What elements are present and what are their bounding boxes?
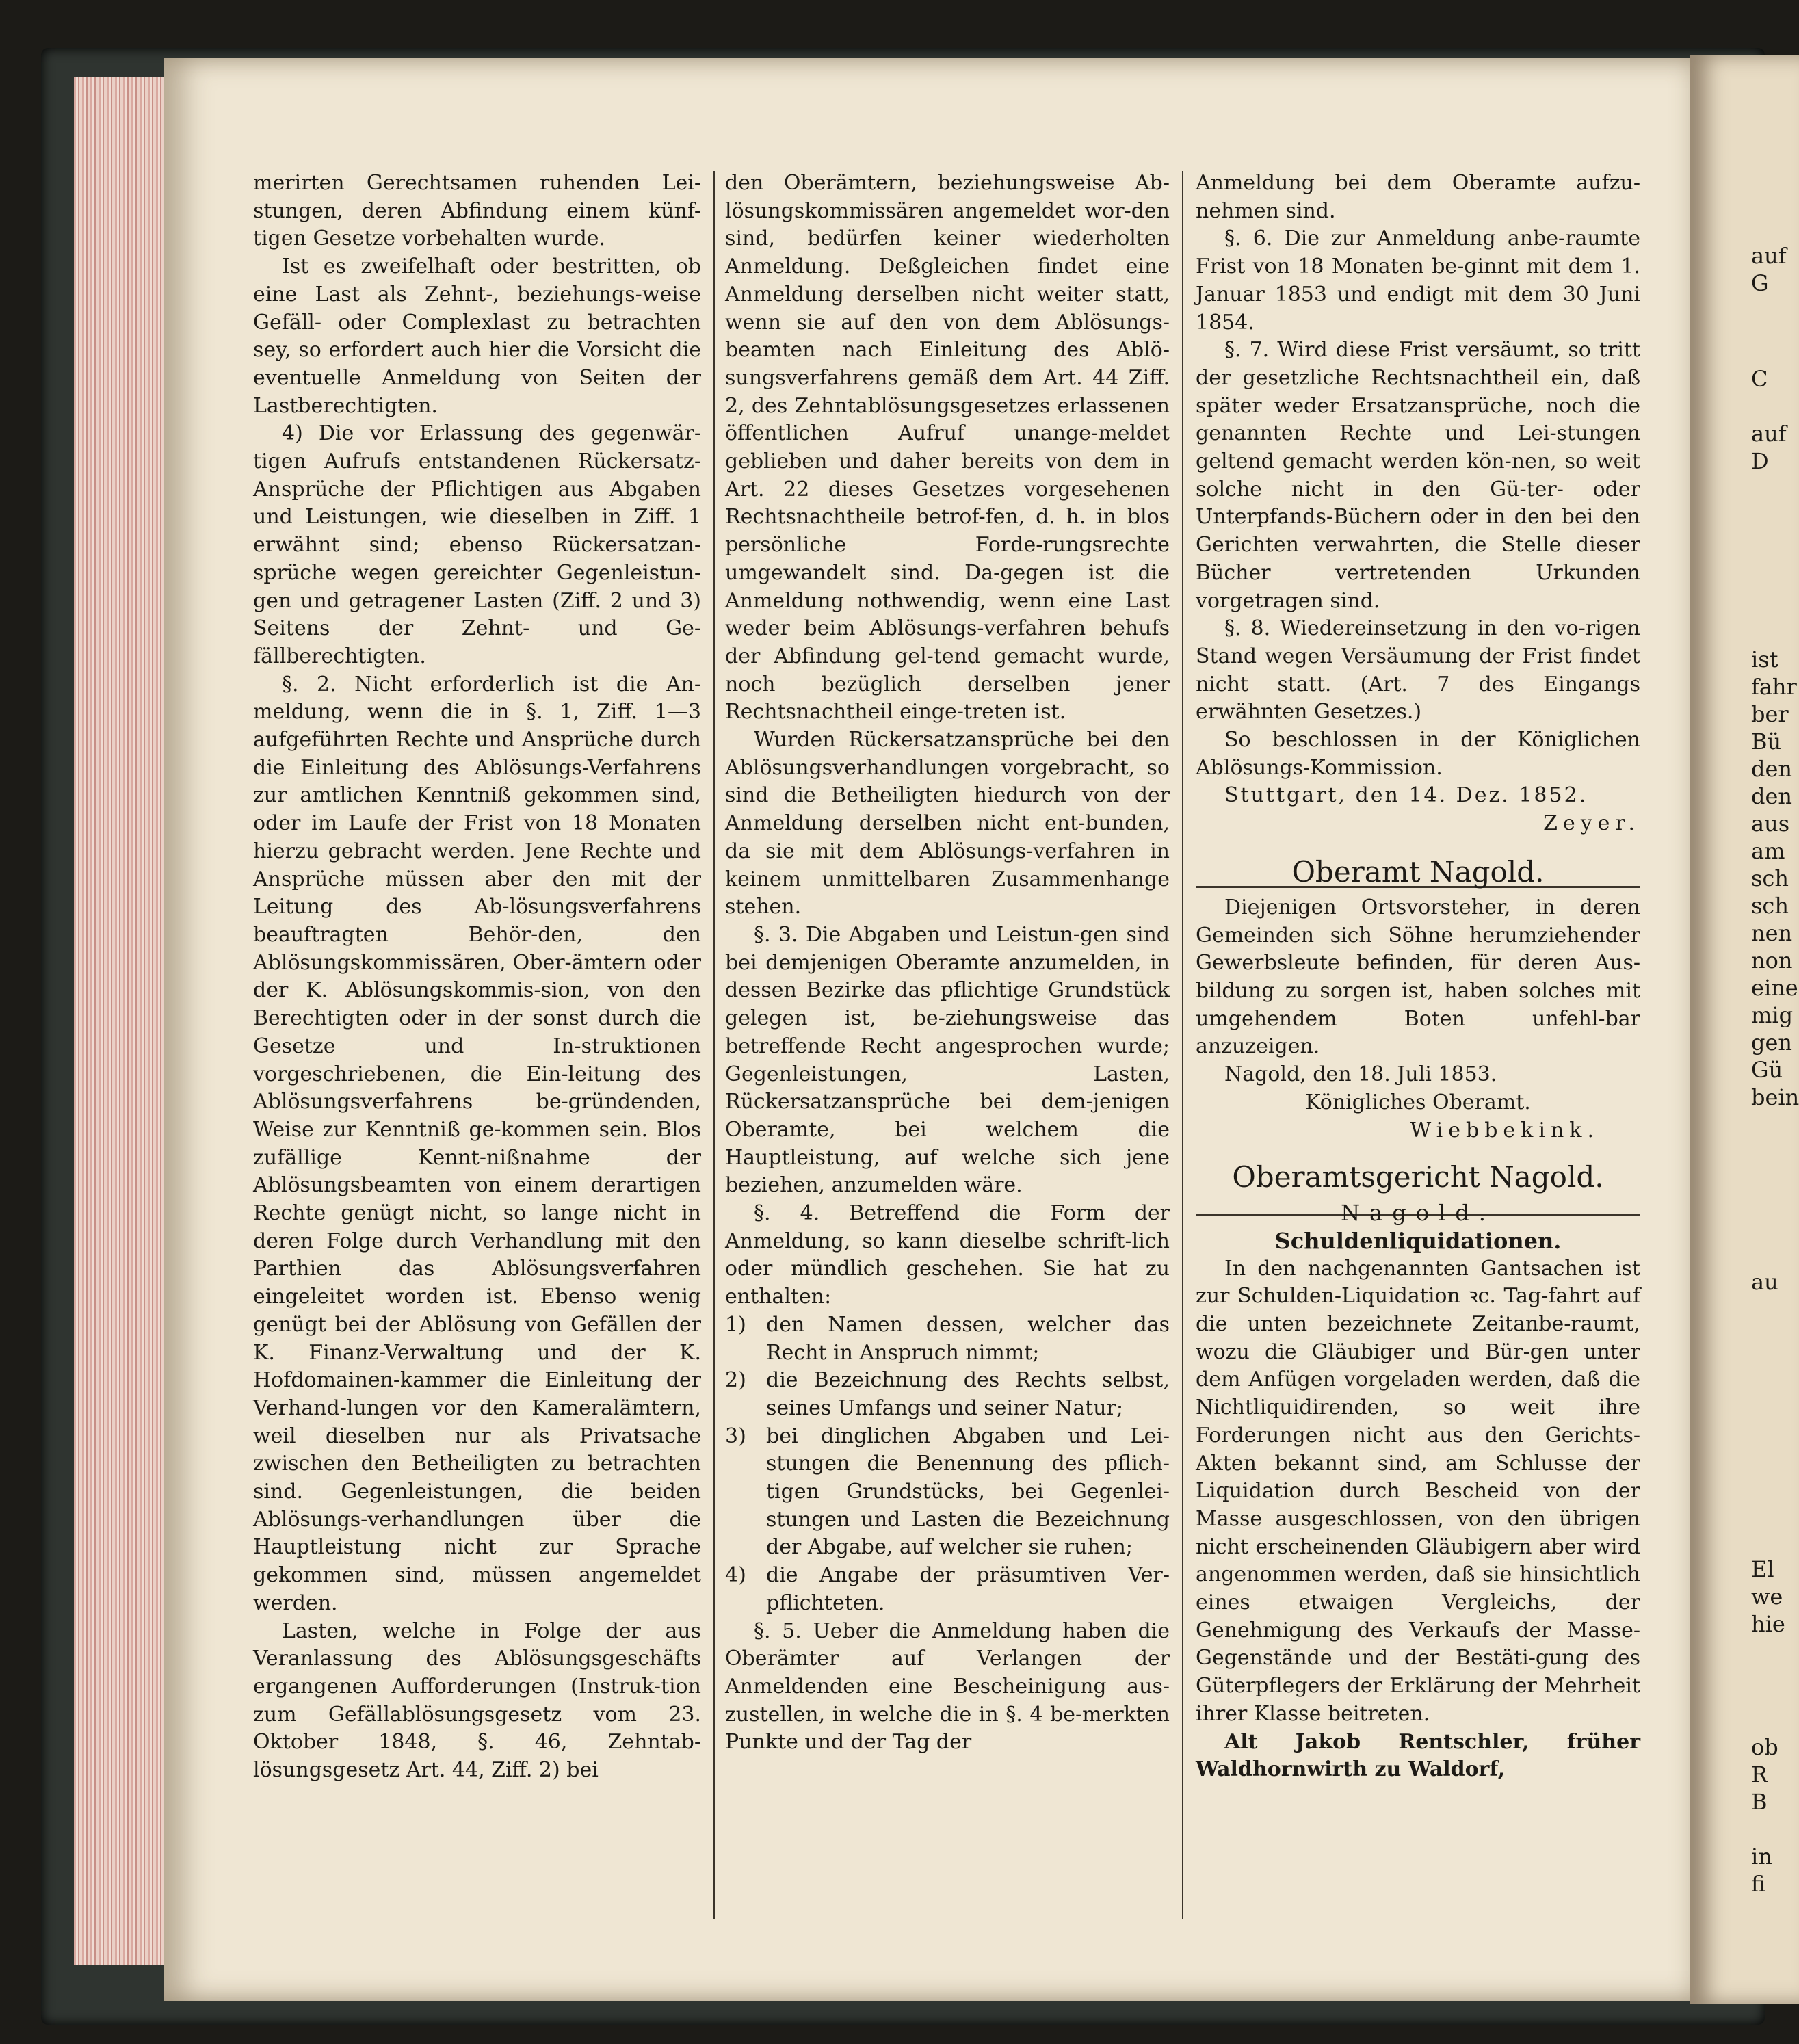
fragment-text: aus: [1751, 811, 1790, 837]
list-item: [725, 1367, 1170, 1422]
fragment-text: Gü: [1751, 1057, 1783, 1083]
paragraph: In den nachgenannten Gantsachen ist zur Schulden-Liquidation ꝛc. Tag-fahrt auf die unten bezeichnete Zeitanbe-raumt, wozu die Gläubiger und Bür-gen unter dem Anfügen vorgeladen werden, daß die Nichtliquidirenden, so weit ihre Forderungen nicht aus den Gerichts-Akten bekannt sind, am Schlusse der Liquidation durch Bescheid von der Masse ausgeschlossen, von den übrigen nicht erscheinenden Gläubigern aber wird angenommen werden, daß sie hinsichtlich eines etwaigen Vergleichs, der Genehmigung des Verkaufs der Masse-Gegenstände und der Bestäti-gung des Güterpflegers der Erklärung der Mehrheit ihrer Klasse beitreten.: [1196, 1256, 1640, 1726]
column-right: [1196, 170, 1640, 1784]
paragraph: Diejenigen Ortsvorsteher, in deren Gemeinden sich Söhne herumziehender Gewerbsleute befinden, für deren Aus-bildung zu sorgen ist, haben solches mit umgehendem Boten unfehl-bar anzuzeigen.: [1196, 895, 1640, 1059]
list-number: 3): [725, 1424, 746, 1448]
paragraph: §. 8. Wiedereinsetzung in den vo-rigen Stand wegen Versäumung der Frist findet nicht statt. (Art. 7 des Eingangs erwähnten Gesetzes.): [1196, 616, 1640, 724]
list-item: [725, 1311, 1170, 1367]
paragraph: Anmeldung bei dem Oberamte aufzu-nehmen sind.: [1196, 171, 1640, 223]
paragraph: den Oberämtern, beziehungsweise Ab-lösungskommissären angemeldet wor-den sind, bedürfen keiner wiederholten Anmeldung. Deßgleichen findet eine Anmeldung derselben nicht weiter statt, wenn sie auf den von dem Ablösungs-beamten nach Einleitung des Ablö-sungsverfahrens gemäß dem Art. 44 Ziff. 2, des Zehntablösungsgesetzes erlassenen öffentlichen Aufruf unange-meldet geblieben und daher bereits von dem in Art. 22 dieses Gesetzes vorgesehenen Rechtsnachtheile betrof-fen, d. h. in blos persönliche Forde-rungsrechte umgewandelt sind. Da-gegen ist die Anmeldung nothwendig, wenn eine Last weder beim Ablösungs-verfahren behufs der Abfindung gel-tend gemacht wurde, noch bezüglich derselben jener Rechtsnachtheil einge-treten ist.: [725, 171, 1170, 724]
fragment-text: fahr: [1751, 674, 1797, 700]
paragraph: §. 6. Die zur Anmeldung anbe-raumte Frist von 18 Monaten be-ginnt mit dem 1. Januar 1853 und endigt mit dem 30 Juni 1854.: [1196, 226, 1640, 335]
fragment-text: R: [1751, 1761, 1768, 1787]
fragment-text: auf: [1751, 243, 1787, 269]
paragraph: Ist es zweifelhaft oder bestritten, ob eine Last als Zehnt-, beziehungs-weise Gefäll- oder Complexlast zu betrachten sey, so erfordert auch hier die Vorsicht die eventuelle Anmeldung von Seiten der Lastberechtigten.: [253, 254, 701, 418]
paragraph: So beschlossen in der Königlichen Ablösungs-Kommission.: [1196, 728, 1640, 780]
list-number: 2): [725, 1368, 746, 1393]
fragment-text: nen: [1751, 920, 1793, 946]
column-rule-right: [1182, 171, 1183, 1919]
page-edges: [74, 77, 176, 1965]
fragment-text: B: [1751, 1789, 1768, 1815]
fragment-text: C: [1751, 366, 1768, 392]
fragment-text: we: [1751, 1584, 1783, 1610]
fragment-text: fi: [1751, 1871, 1766, 1897]
fragment-text: hie: [1751, 1611, 1785, 1637]
signature: Wiebbekink.: [1410, 1118, 1599, 1142]
fragment-text: auf: [1751, 421, 1787, 447]
fragment-text: gen: [1751, 1030, 1793, 1056]
place-name: Nagold.: [1341, 1200, 1495, 1227]
paragraph: §. 7. Wird diese Frist versäumt, so tritt der gesetzliche Rechtsnachtheil ein, daß später weder Ersatzansprüche, noch die genannten Rechte und Lei-stungen geltend gemacht werden kön-nen, so weit solche nicht in den Gü-ter- oder Unterpfands-Büchern oder in den bei den Gerichten verwahrten, die Stelle dieser Bücher vertretenden Urkunden vorgetragen sind.: [1196, 338, 1640, 613]
office-name: Königliches Oberamt.: [1305, 1090, 1531, 1114]
list-item: [725, 1423, 1170, 1562]
fragment-text: El: [1751, 1556, 1774, 1582]
paragraph: Lasten, welche in Folge der aus Veranlassung des Ablösungsgeschäfts ergangenen Aufforderungen (Instruk-tion zum Gefällablösungsgesetz vom 23. Oktober 1848, §. 46, Zehntab-lösungsgesetz Art. 44, Ziff. 2) bei: [253, 1619, 701, 1783]
fragment-text: ist: [1751, 646, 1778, 672]
paragraph: §. 3. Die Abgaben und Leistun-gen sind bei demjenigen Oberamte anzumelden, in dessen Bezirke das pflichtige Grundstück gelegen ist, be-ziehungsweise das betreffende Recht angesprochen wurde; Gegenleistungen, Lasten, Rückersatzansprüche bei dem-jenigen Oberamte, bei welchem die Hauptleistung, auf welche sich jene beziehen, anzumelden wäre.: [725, 922, 1170, 1198]
fragment-text: am: [1751, 838, 1785, 864]
fragment-text: ob: [1751, 1734, 1778, 1760]
list-text: bei dinglichen Abgaben und Lei-stungen die Benennung des pflich-tigen Grundstücks, bei Gegenlei-stungen und Lasten die Bezeichnung der Abgabe, auf welcher sie ruhen;: [766, 1424, 1170, 1560]
paragraph: 4) Die vor Erlassung des gegenwär-tigen Aufrufs entstandenen Rückersatz-Ansprüche der Pflichtigen aus Abgaben und Leistungen, wie dieselben in Ziff. 1 erwähnt sind; ebenso Rückersatzan-sprüche wegen gereichter Gegenleistun-gen und getragener Lasten (Ziff. 2 und 3) Seitens der Zehnt- und Ge-fällberechtigten.: [253, 421, 701, 668]
fragment-text: sch: [1751, 893, 1789, 919]
fragment-text: eine: [1751, 975, 1798, 1001]
list-item: [725, 1562, 1170, 1617]
section-heading: Oberamtsgericht Nagold.: [1232, 1160, 1604, 1194]
fragment-text: Bü: [1751, 729, 1782, 755]
fragment-text: D: [1751, 448, 1769, 474]
fragment-text: ber: [1751, 701, 1789, 727]
list-text: die Bezeichnung des Rechts selbst, seines Umfangs und seiner Natur;: [766, 1368, 1170, 1420]
dateline: Stuttgart, den 14. Dez. 1852.: [1224, 783, 1588, 808]
fragment-text: sch: [1751, 865, 1789, 891]
fragment-text: bein: [1751, 1084, 1799, 1110]
fragment-text: den: [1751, 756, 1793, 782]
subheading: Schuldenliquidationen.: [1274, 1227, 1562, 1254]
fragment-text: mig: [1751, 1002, 1794, 1028]
list-number: 4): [725, 1563, 746, 1588]
list-text: die Angabe der präsumtiven Ver-pflichteten.: [766, 1563, 1170, 1615]
paragraph: §. 4. Betreffend die Form der Anmeldung, so kann dieselbe schrift-lich oder mündlich geschehen. Sie hat zu enthalten:: [725, 1201, 1170, 1309]
list-text: den Namen dessen, welcher das Recht in Anspruch nimmt;: [766, 1312, 1170, 1365]
column-middle: [725, 170, 1170, 1757]
list-number: 1): [725, 1312, 746, 1337]
column-rule-left: [713, 171, 715, 1919]
paragraph: §. 5. Ueber die Anmeldung haben die Oberämter auf Verlangen der Anmeldenden eine Bescheinigung aus-zustellen, in welche die in §. 4 be-merkten Punkte und der Tag der: [725, 1619, 1170, 1755]
dateline: Nagold, den 18. Juli 1853.: [1224, 1062, 1497, 1087]
fragment-text: non: [1751, 947, 1793, 973]
section-heading: Oberamt Nagold.: [1291, 854, 1545, 889]
paragraph: Wurden Rückersatzansprüche bei den Ablösungsverhandlungen vorgebracht, so sind die Betheiligten hiedurch von der Anmeldung derselben nicht ent-bunden, da sie mit dem Ablösungs-verfahren in keinem unmittelbaren Zusammenhange stehen.: [725, 728, 1170, 919]
paragraph: §. 2. Nicht erforderlich ist die An-meldung, wenn die in §. 1, Ziff. 1—3 aufgeführten Rechte und Ansprüche durch die Einleitung des Ablösungs-Verfahrens zur amtlichen Kenntniß gekommen sind, oder im Laufe der Frist von 18 Monaten hierzu gebracht werden. Jene Rechte und Ansprüche müssen aber den mit der Leitung des Ab-lösungsverfahrens beauftragten Behör-den, den Ablösungskommissären, Ober-ämtern oder der K. Ablösungskommis-sion, von den Berechtigten oder in der sonst durch die Gesetze und In-struktionen vorgeschriebenen, die Ein-leitung des Ablösungsverfahrens be-gründenden, Weise zur Kenntniß ge-kommen sein. Blos zufällige Kennt-nißnahme der Ablösungsbeamten von einem derartigen Rechte genügt nicht, so lange nicht in deren Folge durch Verhandlung mit den Parthien das Ablösungsverfahren eingeleitet worden ist. Ebenso wenig genügt bei der Ablösung von Gefällen der K. Finanz-Verwaltung und der K. Hofdomainen-kammer die Einleitung der Verhand-lungen vor den Kameralämtern, weil dieselben nur als Privatsache zwischen den Betheiligten zu betrachten sind. Gegenleistungen, die beiden Ablösungs-verhandlungen über die Hauptleistung nicht zur Sprache gekommen sind, müssen angemeldet werden.: [253, 672, 701, 1615]
column-left: [253, 170, 701, 1785]
fragment-text: au: [1751, 1269, 1778, 1295]
fragment-text: G: [1751, 270, 1769, 296]
signature: Zeyer.: [1543, 811, 1640, 836]
paragraph: merirten Gerechtsamen ruhenden Lei-stungen, deren Abfindung einem künf-tigen Gesetze vorbehalten wurde.: [253, 171, 701, 251]
fragment-text: in: [1751, 1844, 1772, 1870]
fragment-text: den: [1751, 783, 1793, 809]
paragraph: Alt Jakob Rentschler, früher Waldhornwirth zu Waldorf,: [1196, 1729, 1640, 1782]
